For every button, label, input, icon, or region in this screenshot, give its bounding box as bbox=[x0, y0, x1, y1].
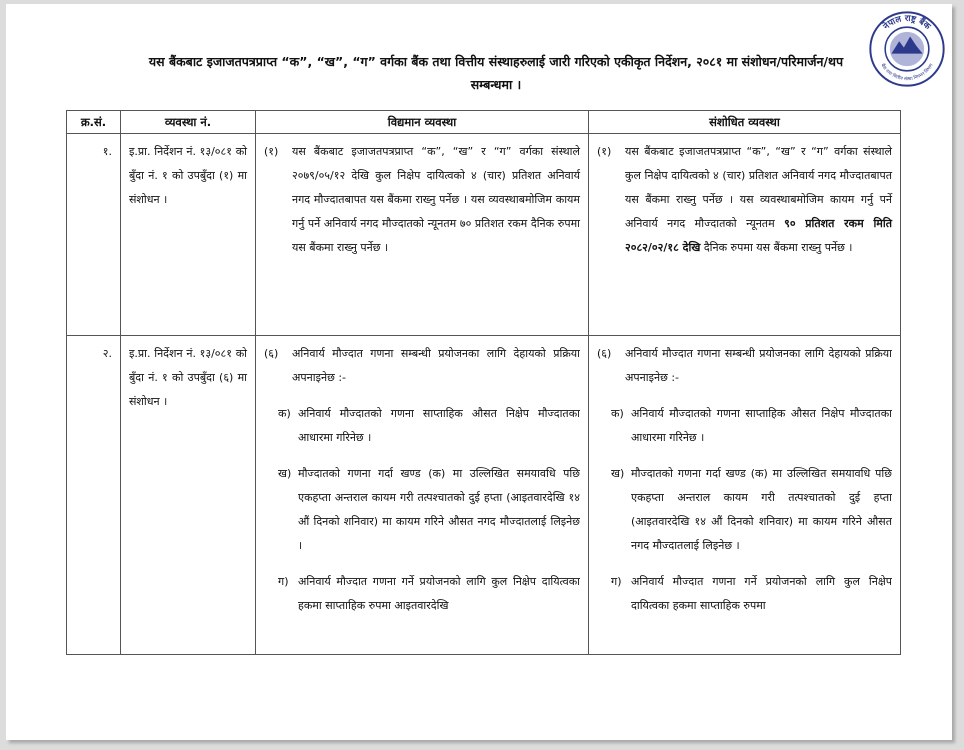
row-provision-ref: इ.प्रा. निर्देशन नं. १३/०८१ को बुँदा नं. १ को उपबुँदा (१) मा संशोधन । bbox=[121, 134, 256, 336]
para-number: (१) bbox=[264, 145, 279, 158]
item-letter: ग) bbox=[278, 575, 289, 588]
item-letter: ख) bbox=[278, 467, 292, 480]
header-amended-provision: संशोधित व्यवस्था bbox=[589, 111, 901, 134]
item-text: मौज्दातको गणना गर्दा खण्ड (क) मा उल्लिखित समयावधि पछि एकहप्ता अन्तराल कायम गरी तत्पश्चातको दुई हप्ता (आइतवारदेखि १४ औं दिनको शनिवार) मा कायम गरिने औसत नगद मौज्दातलाई लिइनेछ । bbox=[298, 467, 580, 552]
para-number: (६) bbox=[597, 347, 612, 360]
table-row bbox=[67, 134, 901, 336]
list-item bbox=[597, 462, 892, 558]
document-title: यस बैंकबाट इजाजतपत्रप्राप्त “क”, “ख”, “ग” वर्गका बैंक तथा वित्तीय संस्थाहरुलाई जारी गरिएको एकीकृत निर्देशन, २०८१ मा संशोधन/परिमार्जन/थप सम्बन्धमा । bbox=[148, 54, 844, 92]
para-number: (६) bbox=[264, 347, 279, 360]
para-lead: अनिवार्य मौज्दात गणना सम्बन्धी प्रयोजनका लागि देहायको प्रक्रिया अपनाइनेछ :- bbox=[292, 347, 580, 384]
item-text: अनिवार्य मौज्दातको गणना साप्ताहिक औसत निक्षेप मौज्दातका आधारमा गरिनेछ । bbox=[631, 407, 892, 444]
item-text: अनिवार्य मौज्दात गणना गर्ने प्रयोजनको लागि कुल निक्षेप दायित्वका हकमा साप्ताहिक रुपमा bbox=[631, 575, 892, 612]
header-serial: क्र.सं. bbox=[67, 111, 121, 134]
table-header-row bbox=[67, 111, 901, 134]
existing-provision-cell bbox=[256, 134, 589, 336]
header-provision-no: व्यवस्था नं. bbox=[121, 111, 256, 134]
row-provision-ref: इ.प्रा. निर्देशन नं. १३/०८१ को बुँदा नं. १ को उपबुँदा (६) मा संशोधन । bbox=[121, 336, 256, 655]
row-serial: २. bbox=[67, 336, 121, 655]
document-page bbox=[6, 4, 952, 740]
list-item bbox=[264, 570, 580, 618]
row-serial: १. bbox=[67, 134, 121, 336]
para-text-bold: ९० प्रतिशत रकम मिति २०८२/०२/१८ देखि bbox=[625, 217, 892, 254]
para-text-before: यस बैंकबाट इजाजतपत्रप्राप्त “क”, “ख” र “ग” वर्गका संस्थाले कुल निक्षेप दायित्वको ४ (चार) प्रतिशत अनिवार्य नगद मौज्दातबापत यस बैंकमा राख्नु पर्नेछ । यस व्यवस्थाबमोजिम कायम गर्नु पर्ने अनिवार्य नगद मौज्दातको न्यूनतम bbox=[625, 145, 892, 230]
item-letter: ख) bbox=[611, 467, 625, 480]
list-item bbox=[597, 402, 892, 450]
svg-text:नेपाल राष्ट्र बैंक: नेपाल राष्ट्र बैंक bbox=[881, 13, 933, 32]
item-text: अनिवार्य मौज्दात गणना गर्ने प्रयोजनको लागि कुल निक्षेप दायित्वका हकमा साप्ताहिक रुपमा आइतवारदेखि bbox=[298, 575, 580, 612]
table-row bbox=[67, 336, 901, 655]
amended-provision-cell bbox=[589, 134, 901, 336]
para-number: (१) bbox=[597, 145, 612, 158]
existing-provision-cell bbox=[256, 336, 589, 655]
amendment-table bbox=[66, 110, 901, 655]
item-text: अनिवार्य मौज्दातको गणना साप्ताहिक औसत निक्षेप मौज्दातका आधारमा गरिनेछ । bbox=[298, 407, 580, 444]
list-item bbox=[264, 402, 580, 450]
amended-provision-cell bbox=[589, 336, 901, 655]
para-text bbox=[625, 140, 892, 260]
para-text-after: दैनिक रुपमा यस बैंकमा राख्नु पर्नेछ । bbox=[703, 241, 853, 254]
item-letter: क) bbox=[278, 407, 291, 420]
para-text: यस बैंकबाट इजाजतपत्रप्राप्त “क”, “ख” र “ग” वर्गका संस्थाले २०७९/०५/१२ देखि कुल निक्षेप दायित्वको ४ (चार) प्रतिशत अनिवार्य नगद मौज्दातबापत यस बैंकमा राख्नु पर्नेछ । यस व्यवस्थाबमोजिम कायम गर्नु पर्ने अनिवार्य नगद मौज्दातको न्यूनतम ७० प्रतिशत रकम दैनिक रुपमा यस बैंकमा राख्नु पर्नेछ । bbox=[292, 145, 580, 254]
nrb-seal-logo bbox=[868, 10, 946, 88]
svg-text:बैंक तथा वित्तीय संस्था नियमन: बैंक तथा वित्तीय संस्था नियमन विभाग bbox=[879, 63, 935, 83]
list-item bbox=[264, 462, 580, 558]
header-existing-provision: विद्यमान व्यवस्था bbox=[256, 111, 589, 134]
item-letter: क) bbox=[611, 407, 624, 420]
para-lead: अनिवार्य मौज्दात गणना सम्बन्धी प्रयोजनका लागि देहायको प्रक्रिया अपनाइनेछ :- bbox=[625, 347, 892, 384]
list-item bbox=[597, 570, 892, 618]
item-text: मौज्दातको गणना गर्दा खण्ड (क) मा उल्लिखित समयावधि पछि एकहप्ता अन्तराल कायम गरी तत्पश्चातको दुई हप्ता (आइतवारदेखि १४ औं दिनको शनिवार) मा कायम गरिने औसत नगद मौज्दातलाई लिइनेछ । bbox=[631, 467, 892, 552]
item-letter: ग) bbox=[611, 575, 622, 588]
